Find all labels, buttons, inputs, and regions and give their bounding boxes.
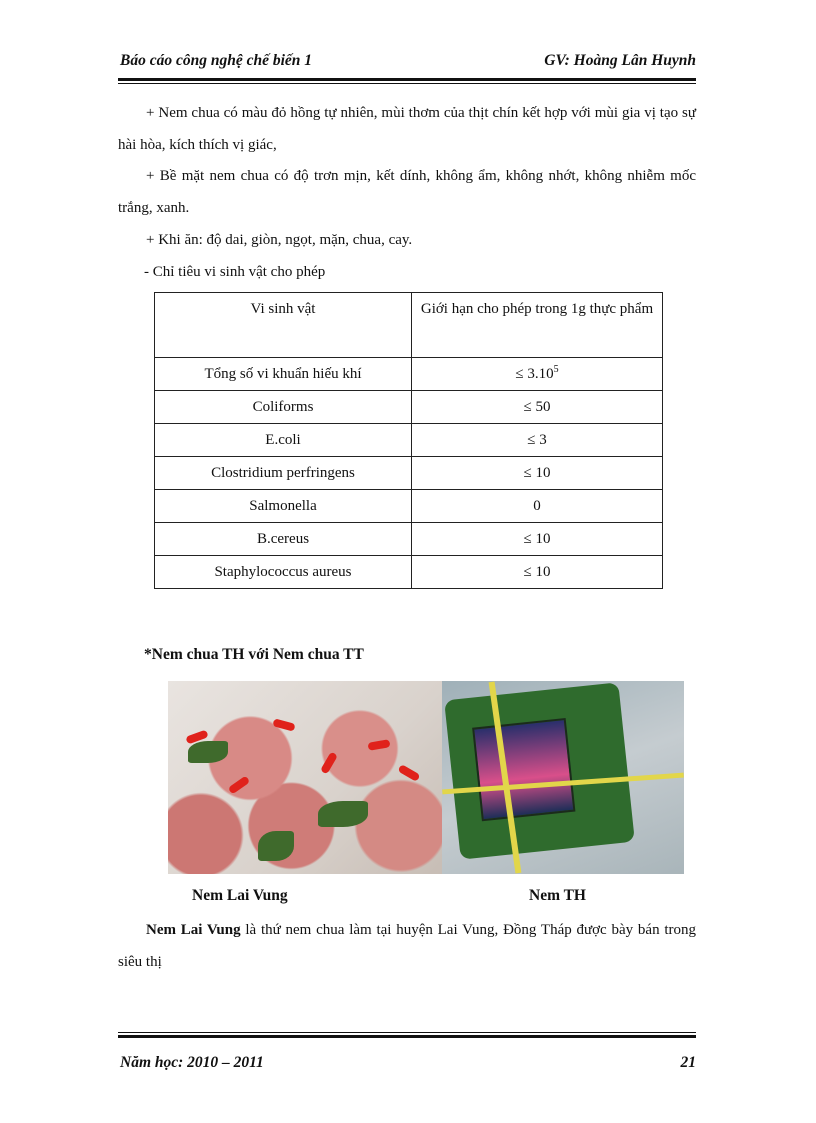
footer-rule	[118, 1032, 696, 1038]
table-row	[155, 358, 663, 391]
table-header-cell: Vi sinh vật	[155, 293, 412, 358]
organism-cell: Tổng số vi khuẩn hiếu khí	[155, 358, 412, 391]
organism-cell: Clostridium perfringens	[155, 457, 412, 490]
nem-lai-vung-photo	[168, 681, 442, 874]
nem-th-photo	[442, 681, 684, 874]
bold-term: Nem Lai Vung	[146, 922, 241, 938]
limit-cell: ≤ 50	[412, 391, 663, 424]
caption-nem-lai-vung: Nem Lai Vung	[192, 887, 288, 904]
paragraph-color-smell: + Nem chua có màu đỏ hồng tự nhiên, mùi thơm của thịt chín kết hợp với mùi gia vị tạo sự hài hòa, kích thích vị giác,	[118, 105, 696, 153]
table-row	[155, 523, 663, 556]
caption-nem-th: Nem TH	[529, 887, 586, 904]
limit-cell: ≤ 10	[412, 457, 663, 490]
organism-cell: B.cereus	[155, 523, 412, 556]
paragraph-taste: + Khi ăn: độ dai, giòn, ngọt, mặn, chua, cay.	[146, 232, 413, 248]
limit-cell: ≤ 3	[412, 424, 663, 457]
page-number: 21	[680, 1054, 696, 1071]
paragraph-micro-criteria: - Chỉ tiêu vi sinh vật cho phép	[144, 264, 326, 280]
organism-cell: Coliforms	[155, 391, 412, 424]
paragraph-lai-vung: Nem Lai Vung là thứ nem chua làm tại huyện Lai Vung, Đồng Tháp được bày bán trong siêu thị	[118, 922, 697, 970]
limit-cell: 0	[412, 490, 663, 523]
limit-cell: ≤ 10	[412, 523, 663, 556]
page-footer	[120, 1054, 696, 1072]
table-row	[155, 556, 663, 589]
table-row	[155, 424, 663, 457]
limit-cell: ≤ $3.10^5$	[412, 358, 663, 391]
figure-title: *Nem chua TH với Nem chua TT	[144, 646, 364, 663]
organism-cell: E.coli	[155, 424, 412, 457]
microbiology-table	[154, 292, 663, 589]
report-title: Báo cáo công nghệ chế biến 1	[120, 52, 313, 69]
table-row	[155, 457, 663, 490]
limit-cell: ≤ 10	[412, 556, 663, 589]
table-row	[155, 490, 663, 523]
paragraph-surface: + Bề mặt nem chua có độ trơn mịn, kết dính, không ẩm, không nhớt, không nhiễm mốc trắng, xanh.	[118, 168, 696, 216]
organism-cell: Salmonella	[155, 490, 412, 523]
table-header-cell: Giới hạn cho phép trong 1g thực phẩm	[412, 293, 663, 358]
table-header-row	[155, 293, 663, 358]
organism-cell: Staphylococcus aureus	[155, 556, 412, 589]
school-year: Năm học: 2010 – 2011	[120, 1054, 264, 1071]
header-rule	[118, 78, 696, 84]
page-header	[120, 52, 696, 70]
instructor-name: GV: Hoàng Lân Huynh	[544, 52, 696, 69]
table-row	[155, 391, 663, 424]
